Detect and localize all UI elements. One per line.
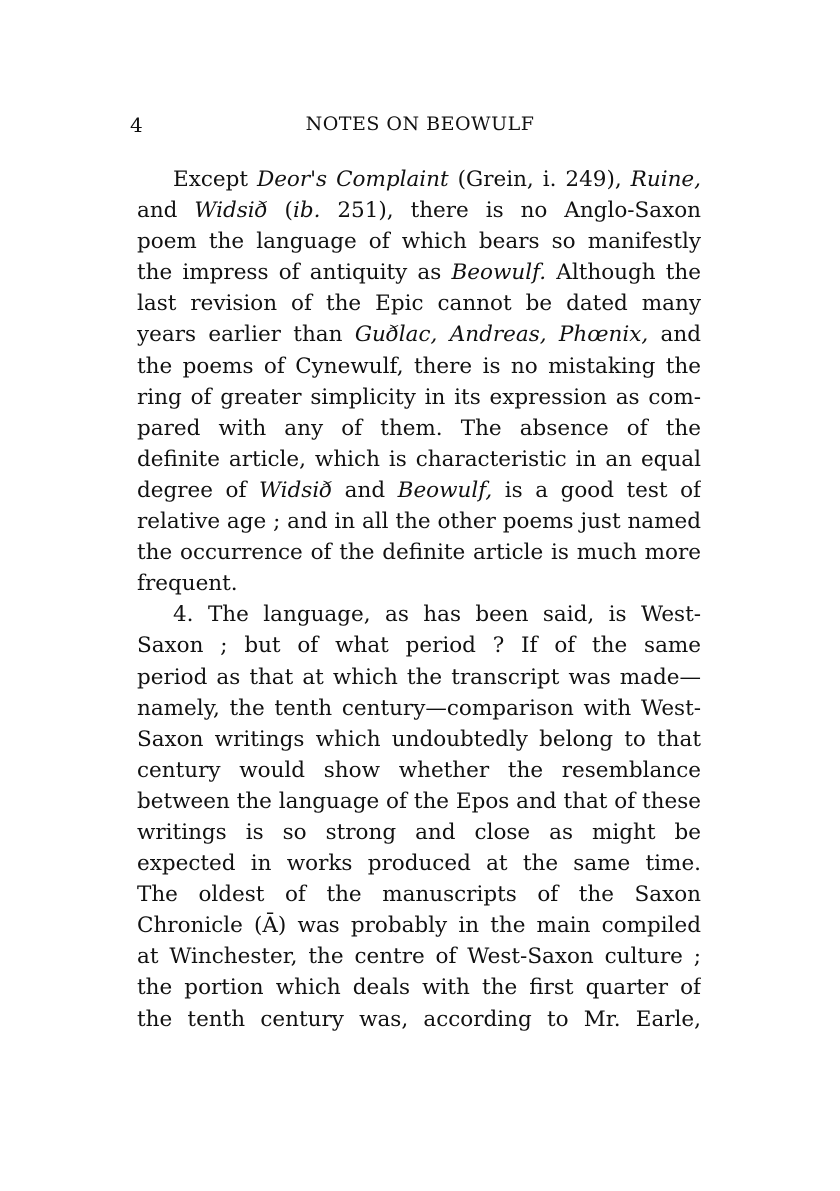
text-line [137, 475, 701, 506]
italic-text: Beowulf, [397, 477, 493, 503]
italic-text: Widsið [194, 198, 268, 224]
text-line [137, 755, 701, 786]
text-span: expected in works produced at the same time. [137, 851, 701, 877]
text-span: poem the language of which bears so manifestly [137, 229, 701, 255]
text-span: Saxon writings which undoubtedly belong to that [137, 726, 701, 752]
italic-text: Guðlac, Andreas, Phœnix, [354, 322, 649, 348]
text-line [137, 226, 701, 257]
text-span: degree of [137, 477, 259, 503]
italic-text: ib. [292, 198, 321, 224]
text-span: ring of greater simplicity in its expression as com- [137, 384, 701, 410]
italic-text: Widsið [258, 477, 333, 503]
text-span: 4. The language, as has been said, is West- [173, 602, 701, 628]
text-span: the portion which deals with the first quarter of [137, 975, 701, 1001]
text-line [137, 444, 701, 475]
text-line [137, 319, 701, 350]
text-span: (Grein, i. 249), [448, 167, 631, 192]
body-text [137, 164, 701, 1035]
running-title: NOTES ON BEOWULF [305, 113, 535, 135]
text-line [137, 879, 701, 910]
text-line [137, 910, 701, 941]
text-line [137, 693, 701, 724]
text-line [137, 537, 701, 568]
text-span: definite article, which is characteristic in an equal [137, 446, 701, 472]
text-line [137, 599, 701, 630]
text-line [137, 382, 701, 413]
text-line [137, 351, 701, 382]
text-line [137, 506, 701, 537]
text-span: frequent. [137, 571, 238, 597]
text-span: Although the [546, 260, 701, 286]
text-span: Saxon ; but of what period ? If of the same [137, 633, 701, 659]
text-span: Except [173, 167, 257, 192]
page-number: 4 [130, 113, 143, 137]
text-line [137, 568, 701, 599]
text-span: 251), there is no Anglo-Saxon [320, 198, 701, 224]
text-line [137, 972, 701, 1003]
italic-text: Deor's Complaint [256, 167, 449, 192]
text-span: the occurrence of the definite article is much more [137, 540, 701, 566]
text-line [137, 848, 701, 879]
text-span: pared with any of them. The absence of the [137, 415, 701, 441]
text-span: the poems of Cynewulf, there is no mistaking the [137, 353, 701, 379]
text-span: Chronicle (Ā) was probably in the main compiled [137, 913, 701, 939]
text-span: between the language of the Epos and that of these [137, 788, 701, 814]
text-span: at Winchester, the centre of West-Saxon culture ; [137, 944, 701, 970]
italic-text: Beowulf. [451, 260, 547, 286]
text-line [137, 941, 701, 972]
text-span: ( [267, 198, 293, 224]
text-line [137, 817, 701, 848]
text-span: century would show whether the resemblance [137, 757, 701, 783]
text-span: the tenth century was, according to Mr. Earle, [137, 1006, 701, 1032]
text-line [137, 164, 701, 195]
text-line [137, 257, 701, 288]
text-span: last revision of the Epic cannot be dated many [137, 291, 701, 317]
italic-text: Ruine, [630, 167, 701, 192]
text-line [137, 662, 701, 693]
text-line [137, 786, 701, 817]
text-line [137, 724, 701, 755]
text-span: relative age ; and in all the other poems just named [137, 509, 701, 535]
page-header [130, 113, 710, 143]
text-line [137, 195, 701, 226]
text-line [137, 1004, 701, 1035]
text-span: namely, the tenth century—comparison with West- [137, 695, 701, 721]
text-span: and [648, 322, 701, 348]
text-line [137, 288, 701, 319]
text-span: the impress of antiquity as [137, 260, 452, 286]
text-span: period as that at which the transcript was made— [137, 664, 701, 690]
text-span: and [137, 198, 195, 224]
text-span: writings is so strong and close as might be [137, 819, 701, 845]
text-span: is a good test of [492, 477, 701, 503]
text-line [137, 630, 701, 661]
text-span: and [332, 477, 398, 503]
text-line [137, 413, 701, 444]
text-span: The oldest of the manuscripts of the Saxon [137, 882, 701, 908]
text-span: years earlier than [137, 322, 355, 348]
